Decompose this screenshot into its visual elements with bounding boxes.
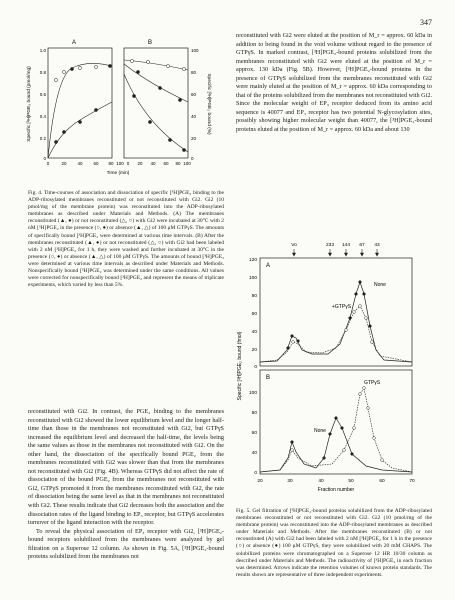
fig4-ylabel-right: Specific [³H]PGE₂ bound (%) <box>206 73 211 135</box>
fig5-marker: 144 <box>341 243 351 248</box>
fig5-xtick: 20 <box>257 479 263 484</box>
paragraph: To reveal the physical association of EP₃ receptor with Gi2, [³H]PGE₂-bound receptors solubilized from the membranes were analyzed by gel filtration on a Superose 12 column. As shown in Fig. 5A, [³H]PGE₂-bound proteins solubilized from the membranes not <box>28 527 224 561</box>
fig5-ytick: 20 <box>251 348 257 353</box>
fig4-panel-b-frame <box>124 48 188 158</box>
fig4-ytick: 0.6 <box>39 92 46 97</box>
fig4-xtick: 40 <box>77 161 83 166</box>
fig4-xtick: 0 <box>126 161 130 166</box>
fig4-ytick-right: 0 <box>191 156 194 161</box>
fig4-ytick: 0.8 <box>39 70 46 75</box>
fig4-ylabel-left: Specific [³H]PGE₂ bound (pmol/mg) <box>27 66 32 142</box>
fig4-xtick: 60 <box>93 161 99 166</box>
fig5-xtick: 30 <box>287 479 293 484</box>
fig4-panel-b-label: B <box>148 40 153 46</box>
left-column-text <box>28 408 224 562</box>
fig4-ytick: 1.0 <box>39 48 46 53</box>
paragraph: reconstituted with Gi2 were eluted at the position of M_r = approx. 60 kDa in addition to being found in the void volume without regard to the presence of GTPγS. In marked contrast, [³H]PGE₂-bound proteins solubilized from the membranes reconstituted with Gi2 were eluted at the position of M_r = approx. 130 kDa (Fig. 5B). However, [³H]PGE₂-bound proteins in the presence of GTPγS solubilized from the membranes reconstituted with Gi2 were mainly eluted at the position of M_r = approx. 60 kDa corresponding to that of the proteins solubilized from the membranes not reconstituted with Gi2. Since the molecular weight of EP₃ receptor deduced from its amino acid sequence is 40077 and EP₃ receptor has two potential N-glycosylation sites, possibly showing higher molecular weight than 40077, the [³H]PGE₂-bound proteins eluted at the position of M_r = approx. 60 kDa and about 130 <box>236 32 432 133</box>
fig5a-trace-none <box>260 282 412 362</box>
fig5-xtick: 50 <box>348 479 354 484</box>
fig5-panel-b-frame <box>260 370 412 474</box>
fig5-ytick: 80 <box>251 294 257 299</box>
fig4-xtick: 20 <box>137 161 143 166</box>
fig5-ytick: 80 <box>251 411 257 416</box>
fig4-ytick-right: 100 <box>191 48 199 53</box>
fig4-markers <box>54 59 185 151</box>
fig5-ytick: 0 <box>254 365 257 370</box>
fig5-xtick: 40 <box>318 479 324 484</box>
fig5-xlabel: Fraction number <box>317 487 355 493</box>
fig5-ytick: 40 <box>251 451 257 456</box>
fig4-ytick: 0 <box>43 156 46 161</box>
fig5b-label-none: None <box>314 428 326 434</box>
fig4-xtick: 80 <box>108 161 114 166</box>
fig4-xtick: 20 <box>61 161 67 166</box>
fig5b-trace-gtp <box>260 388 412 472</box>
fig5a-trace-gtp <box>260 306 412 362</box>
fig5-marker: Vo <box>291 243 297 248</box>
figure-4-chart <box>20 34 230 184</box>
fig5-xtick: 70 <box>409 479 415 484</box>
page-number: 347 <box>420 18 432 27</box>
fig5-panel-a-label: A <box>266 263 271 269</box>
paragraph: reconstituted with Gi2. In contrast, the PGE₂ binding to the membranes reconstituted with Gi2 showed the lower equilibrium level and the longer half-time than those in the membranes not reconstituted with Gi2, but GTPγS increased the equilibrium level and decreased the half-time, the levels being the same values as those in the membranes not reconstituted with Gi2. On the other hand, the dissociation of the specifically bound PGE₂ from the membranes reconstituted with Gi2 was slower than that from the membranes not reconstituted with Gi2 (Fig. 4B). Whereas GTPγS did not affect the rate of dissociation of the bound PGE₂ from the membranes not reconstituted with Gi2, GTPγS promoted it from the membranes reconstituted with Gi2, the rate of dissociation being the same level as that in the membranes not reconstituted with Gi2. These results indicate that Gi2 decreases both the association and the dissociation rates of the ligand binding to EP₃ receptor, but GTPγS accelerates turnover of the ligand interaction with the receptor. <box>28 408 224 527</box>
fig5-xtick: 60 <box>379 479 385 484</box>
fig5-ytick: 40 <box>251 330 257 335</box>
fig5-ytick: 100 <box>248 276 257 281</box>
fig4-xtick: 60 <box>163 161 169 166</box>
fig4-ytick: 0.2 <box>39 136 46 141</box>
fig4-xlabel: Time (min) <box>106 171 130 176</box>
fig5-marker: 67 <box>359 243 365 248</box>
fig5b-trace-none <box>260 418 412 472</box>
right-column-text <box>236 32 432 134</box>
figure-4-caption: Fig. 4. Time-courses of association and dissociation of specific [³H]PGE₂ binding to the ADP-ribosylated membranes reconstituted or not reconstituted with Gi2. Gi2 (10 pmol/mg of the membrane protein) was reconstituted into the ADP-ribosylated membranes as described under Materials and Methods. (A) The membranes reconstituted (▲, ●) or not reconstituted (△, ○) with Gi2 were incubated at 30°C with 2 nM [³H]PGE₂ in the presence (○, ●) or absence (▲, △) of 100 μM GTPγS. The amounts of specifically bound [³H]PGE₂ were determined at various time intervals. (B) After the membranes reconstituted (▲, ●) or not reconstituted (△, ○) with Gi2 had been labeled with 2 nM [³H]PGE₂ for 1 h, they were washed and further incubated at 30°C in the presence (○, ●) or absence (▲, △) of 100 μM GTPγS. The amounts of bound [³H]PGE₂ were determined at various time intervals as described under Materials and Methods. Nonspecifically bound [³H]PGE₂ was determined under the same conditions. All values were corrected for nonspecifically bound [³H]PGE₂ and represent the means of triplicate experiments, which varied by less than 5%. <box>28 190 224 289</box>
fig5-ytick: 100 <box>248 391 257 396</box>
fig4-xtick: 40 <box>150 161 156 166</box>
fig4-ytick-right: 40 <box>191 114 197 119</box>
fig4-ytick-right: 80 <box>191 70 197 75</box>
fig5b-label-gtp: GTPγS <box>364 380 381 386</box>
fig5-ytick: 60 <box>251 312 257 317</box>
fig4-xtick: 0 <box>46 161 50 166</box>
fig4-xtick: 80 <box>175 161 181 166</box>
fig5-panel-a-frame <box>260 258 412 366</box>
fig4-ytick: 0.4 <box>39 114 46 119</box>
fig4-ytick-right: 20 <box>191 136 197 141</box>
fig5a-label-gtp: +GTPγS <box>332 304 352 310</box>
fig5-ytick: 0 <box>254 471 257 476</box>
fig4a-curve-lower <box>48 102 112 158</box>
fig5-ylabel: Specific [³H]PGE₂ bound (fmol) <box>237 331 243 401</box>
figure-5-chart <box>232 238 437 506</box>
fig5-marker: 233 <box>325 243 335 248</box>
fig5a-label-none: None <box>374 282 386 288</box>
fig4b-curve-3 <box>124 74 188 152</box>
fig4-xtick: 100 <box>183 161 191 166</box>
fig5-panel-b-label: B <box>266 375 271 381</box>
fig4-panel-a-label: A <box>72 40 77 46</box>
figure-5-caption: Fig. 5. Gel filtration of [³H]PGE₂-bound proteins solubilized from the ADP-ribosylated membranes reconstituted or not reconstituted with Gi2. Gi2 (10 pmol/mg of the membrane protein) was reconstituted into the ADP-ribosylated membranes as described under Materials and Methods. After the membranes reconstituted (B) or not reconstituted (A) with Gi2 had been labeled with 2 nM [³H]PGE₂ for 1 h in the presence (○) or absence (●) 100 μM GTPγS, they were solubilized with 20 mM CHAPS. The solubilized proteins were chromatographed on a Superose 12 HR 10/30 column as described under Materials and Methods. The radioactivity of [³H]PGE₂ in each fraction was determined. Arrows indicate the retention volumes of known protein standards. The results shown are representative of three independent experiments. <box>236 508 432 578</box>
fig5-ytick: 120 <box>248 258 257 263</box>
fig5-ytick: 60 <box>251 431 257 436</box>
fig4-ytick-right: 60 <box>191 92 197 97</box>
fig5-marker: 43 <box>374 243 380 248</box>
fig4-xtick: 100 <box>116 161 124 166</box>
fig4a-curve-upper <box>48 63 112 158</box>
